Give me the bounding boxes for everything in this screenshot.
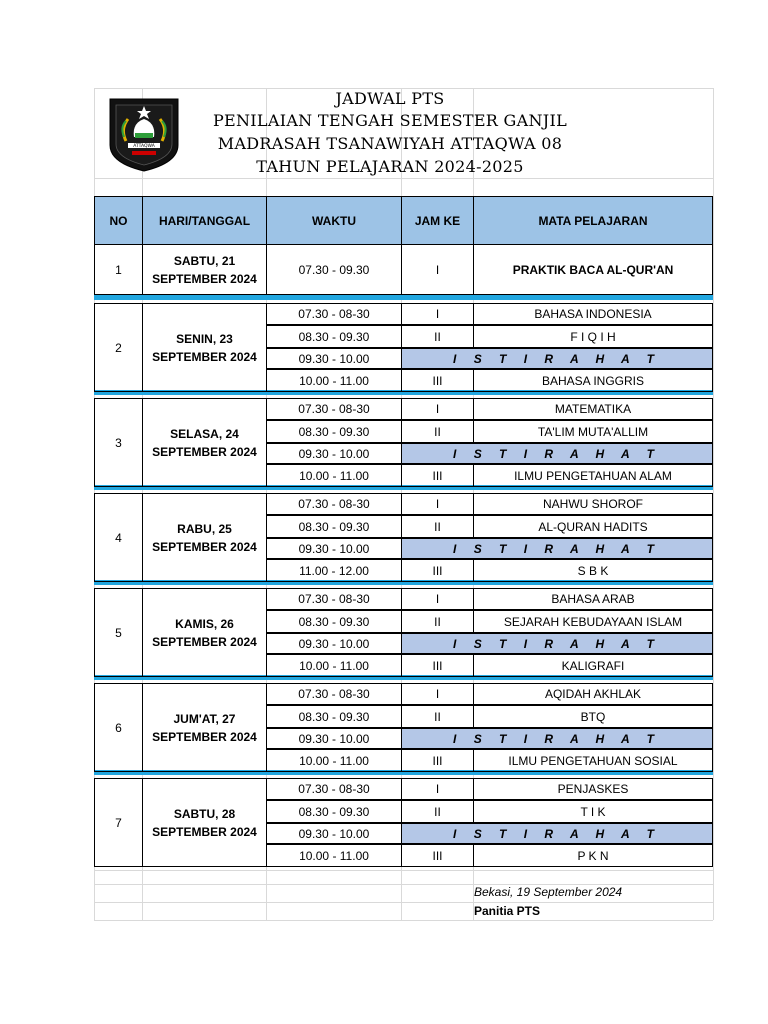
- day-name: SENIN, 23: [176, 331, 233, 346]
- time-cell: 09.30 - 10.00: [266, 348, 401, 369]
- subject-cell: PRAKTIK BACA AL-QUR'AN: [473, 245, 713, 295]
- jam-cell: II: [401, 800, 473, 823]
- time-cell: 08.30 - 09.30: [266, 325, 401, 348]
- subject-cell: NAHWU SHOROF: [473, 493, 713, 515]
- time-cell: 09.30 - 10.00: [266, 443, 401, 464]
- day-no: 1: [94, 245, 142, 295]
- time-cell: 07.30 - 08-30: [266, 398, 401, 420]
- time-cell: 07.30 - 09.30: [266, 245, 401, 295]
- subject-cell: S B K: [473, 559, 713, 582]
- break-cell: I S T I R A H A T: [401, 728, 713, 749]
- time-cell: 07.30 - 08-30: [266, 588, 401, 610]
- logo-text: ATTAQWA: [133, 144, 155, 149]
- time-cell: 11.00 - 12.00: [266, 559, 401, 582]
- day-month: SEPTEMBER 2024: [152, 349, 257, 364]
- jam-cell: I: [401, 683, 473, 705]
- day-month: SEPTEMBER 2024: [152, 729, 257, 744]
- break-cell: I S T I R A H A T: [401, 633, 713, 654]
- subject-cell: BTQ: [473, 705, 713, 728]
- time-cell: 09.30 - 10.00: [266, 633, 401, 654]
- time-cell: 09.30 - 10.00: [266, 728, 401, 749]
- time-cell: 07.30 - 08-30: [266, 493, 401, 515]
- break-cell: I S T I R A H A T: [401, 443, 713, 464]
- footer-signer: Panitia PTS: [474, 904, 541, 918]
- time-cell: 08.30 - 09.30: [266, 705, 401, 728]
- subject-cell: BAHASA INDONESIA: [473, 303, 713, 325]
- day-month: SEPTEMBER 2024: [152, 634, 257, 649]
- subject-cell: KALIGRAFI: [473, 654, 713, 677]
- time-cell: 08.30 - 09.30: [266, 515, 401, 538]
- title-jadwal: JADWAL PTS: [335, 89, 445, 108]
- jam-cell: II: [401, 420, 473, 443]
- jam-cell: II: [401, 705, 473, 728]
- jam-cell: I: [401, 588, 473, 610]
- subject-cell: SEJARAH KEBUDAYAAN ISLAM: [473, 610, 713, 633]
- subject-cell: ILMU PENGETAHUAN SOSIAL: [473, 749, 713, 772]
- jam-cell: II: [401, 325, 473, 348]
- title-penilaian: PENILAIAN TENGAH SEMESTER GANJIL: [212, 111, 568, 130]
- jam-cell: I: [401, 398, 473, 420]
- jam-cell: II: [401, 610, 473, 633]
- jam-cell: I: [401, 778, 473, 800]
- time-cell: 10.00 - 11.00: [266, 654, 401, 677]
- jam-cell: III: [401, 749, 473, 772]
- col-no-header: NO: [94, 196, 142, 245]
- time-cell: 07.30 - 08-30: [266, 778, 401, 800]
- day-name: JUM'AT, 27: [173, 711, 236, 726]
- time-cell: 10.00 - 11.00: [266, 844, 401, 867]
- time-cell: 09.30 - 10.00: [266, 538, 401, 559]
- school-logo-emblem: [108, 97, 180, 173]
- subject-cell: ILMU PENGETAHUAN ALAM: [473, 464, 713, 487]
- day-date-cell: [142, 683, 266, 772]
- day-month: SEPTEMBER 2024: [152, 444, 257, 459]
- day-month: SEPTEMBER 2024: [152, 539, 257, 554]
- footer-place-date: Bekasi, 19 September 2024: [474, 885, 623, 899]
- day-date-cell: [142, 303, 266, 392]
- day-name: SABTU, 21: [173, 253, 236, 268]
- time-cell: 08.30 - 09.30: [266, 420, 401, 443]
- time-cell: 08.30 - 09.30: [266, 610, 401, 633]
- time-cell: 08.30 - 09.30: [266, 800, 401, 823]
- col-mata-pelajaran-header: MATA PELAJARAN: [473, 196, 713, 245]
- title-tahun: TAHUN PELAJARAN 2024-2025: [256, 157, 524, 176]
- time-cell: 10.00 - 11.00: [266, 464, 401, 487]
- jam-cell: I: [401, 245, 473, 295]
- col-waktu-header: WAKTU: [266, 196, 401, 245]
- jam-cell: III: [401, 464, 473, 487]
- break-cell: I S T I R A H A T: [401, 348, 713, 369]
- subject-cell: T I K: [473, 800, 713, 823]
- day-month: SEPTEMBER 2024: [152, 824, 257, 839]
- time-cell: 07.30 - 08-30: [266, 303, 401, 325]
- time-cell: 10.00 - 11.00: [266, 749, 401, 772]
- subject-cell: P K N: [473, 844, 713, 867]
- subject-cell: AL-QURAN HADITS: [473, 515, 713, 538]
- subject-cell: PENJASKES: [473, 778, 713, 800]
- title-madrasah: MADRASAH TSANAWIYAH ATTAQWA 08: [217, 134, 563, 153]
- day-no: 4: [94, 493, 142, 582]
- col-jam-ke-header: JAM KE: [401, 196, 473, 245]
- subject-cell: BAHASA ARAB: [473, 588, 713, 610]
- day-no: 2: [94, 303, 142, 392]
- break-cell: I S T I R A H A T: [401, 823, 713, 844]
- jam-cell: I: [401, 303, 473, 325]
- subject-cell: AQIDAH AKHLAK: [473, 683, 713, 705]
- day-name: RABU, 25: [177, 521, 232, 536]
- time-cell: 10.00 - 11.00: [266, 369, 401, 392]
- day-name: KAMIS, 26: [175, 616, 234, 631]
- day-date-cell: [142, 398, 266, 487]
- subject-cell: TA'LIM MUTA'ALLIM: [473, 420, 713, 443]
- subject-cell: BAHASA INGGRIS: [473, 369, 713, 392]
- day-date-cell: [142, 245, 266, 295]
- day-name: SABTU, 28: [173, 806, 236, 821]
- day-date-cell: [142, 588, 266, 677]
- time-cell: 07.30 - 08-30: [266, 683, 401, 705]
- jam-cell: III: [401, 844, 473, 867]
- subject-cell: F I Q I H: [473, 325, 713, 348]
- day-no: 6: [94, 683, 142, 772]
- jam-cell: III: [401, 369, 473, 392]
- day-date-cell: [142, 493, 266, 582]
- day-no: 3: [94, 398, 142, 487]
- time-cell: 09.30 - 10.00: [266, 823, 401, 844]
- jam-cell: II: [401, 515, 473, 538]
- col-hari-tanggal-header: HARI/TANGGAL: [142, 196, 266, 245]
- day-no: 5: [94, 588, 142, 677]
- jam-cell: III: [401, 654, 473, 677]
- jam-cell: III: [401, 559, 473, 582]
- subject-cell: MATEMATIKA: [473, 398, 713, 420]
- day-date-cell: [142, 778, 266, 867]
- break-cell: I S T I R A H A T: [401, 538, 713, 559]
- day-separator: [94, 295, 713, 300]
- day-no: 7: [94, 778, 142, 867]
- day-name: SELASA, 24: [170, 426, 239, 441]
- day-month: SEPTEMBER 2024: [152, 271, 257, 286]
- jam-cell: I: [401, 493, 473, 515]
